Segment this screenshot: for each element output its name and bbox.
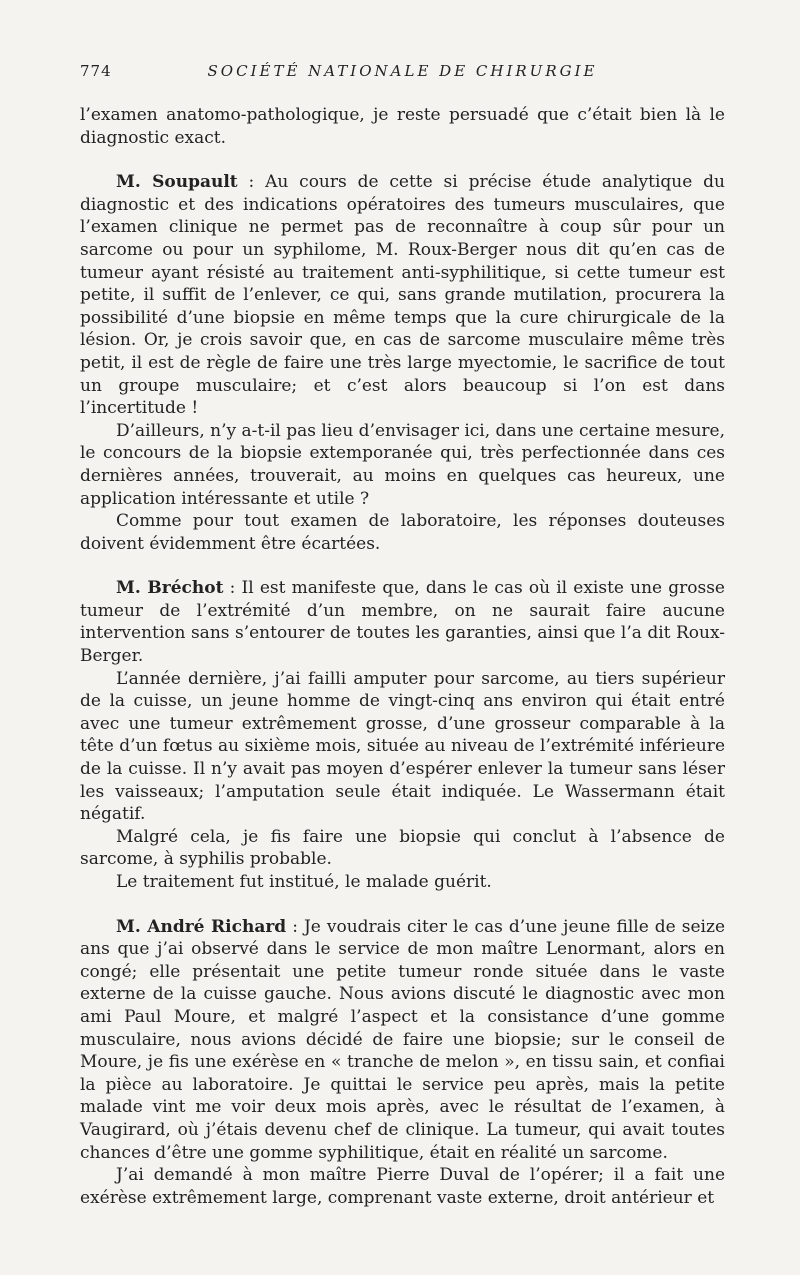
speaker-name: M. Bréchot <box>116 578 224 599</box>
paragraph: L’année dernière, j’ai failli amputer pour sarcome, au tiers supérieur de la cuisse, un jeune homme de vingt-cinq ans environ qui était entré avec une tumeur extrêmement grosse, d’une grosseur comparable à la tête d’un fœtus au sixième mois, située au niveau de l’extrémité inférieure de la cuisse. Il n’y avait pas moyen d’espérer enlever la tumeur sans léser les vaisseaux; l’amputation seule était indiquée. Le Wassermann était négatif. <box>80 668 725 825</box>
paragraph-brechot: M. Bréchot : Il est manifeste que, dans le cas où il existe une grosse tumeur de l’extrémité d’un membre, on ne saurait faire aucune intervention sans s’entourer de toutes les garanties, ainsi que l’a dit Roux-Berger. <box>80 578 725 667</box>
running-title: SOCIÉTÉ NATIONALE DE CHIRURGIE <box>207 62 598 80</box>
paragraph-richard: M. André Richard : Je voudrais citer le cas d’une jeune fille de seize ans que j’ai observé dans le service de mon maître Lenormant, alors en congé; elle présentait une petite tumeur ronde située dans le vaste externe de la cuisse gauche. Nous avions discuté le diagnostic avec mon ami Paul Moure, et malgré l’aspect et la consistance d’une gomme musculaire, nous avions décidé de faire une biopsie; sur le conseil de Moure, je fis une exérèse en « tranche de melon », en tissu sain, et confiai la pièce au laboratoire. Je quittai le service peu après, mais la petite malade vint me voir deux mois après, avec le résultat de l’examen, à Vaugirard, où j’étais devenu chef de clinique. La tumeur, qui avait toutes chances d’être une gomme syphilitique, était en réalité un sarcome. <box>80 916 726 1163</box>
page-header <box>80 62 725 86</box>
speaker-name: M. André Richard <box>116 916 287 937</box>
paragraph: J’ai demandé à mon maître Pierre Duval de l’opérer; il a fait une exérèse extrêmement large, comprenant vaste externe, droit antérieur et <box>80 1165 725 1208</box>
paragraph: D’ailleurs, n’y a-t-il pas lieu d’envisager ici, dans une certaine mesure, le concours de la biopsie extemporanée qui, très perfectionnée dans ces dernières années, trouverait, au moins en quelques cas heureux, une application intéressante et utile ? <box>80 420 725 509</box>
paragraph-soupault: M. Soupault : Au cours de cette si précise étude analytique du diagnostic et des indications opératoires des tumeurs musculaires, que l’examen clinique ne permet pas de reconnaître à coup sûr pour un sarcome ou pour un syphilome, M. Roux-Berger nous dit qu’en cas de tumeur ayant résisté au traitement anti-syphilitique, si cette tumeur est petite, il suffit de l’enlever, ce qui, sans grande mutilation, procurera la possibilité d’une biopsie en même temps que la cure chirurgicale de la lésion. Or, je crois savoir que, en cas de sarcome musculaire même très petit, il est de règle de faire une très large myectomie, le sacrifice de tout un groupe musculaire; et c’est alors beaucoup si l’on est dans l’incertitude ! <box>80 172 725 419</box>
page-number: 774 <box>80 62 112 80</box>
paragraph: Malgré cela, je fis faire une biopsie qui conclut à l’absence de sarcome, à syphilis probable. <box>80 826 725 870</box>
paragraph: l’examen anatomo-pathologique, je reste persuadé que c’était bien là le diagnostic exact. <box>80 105 725 148</box>
paragraph: Comme pour tout examen de laboratoire, les réponses douteuses doivent évidemment être écartées. <box>80 511 725 554</box>
body-text <box>80 104 725 1209</box>
speaker-name: M. Soupault <box>116 172 238 193</box>
paragraph: Le traitement fut institué, le malade guérit. <box>116 872 492 892</box>
